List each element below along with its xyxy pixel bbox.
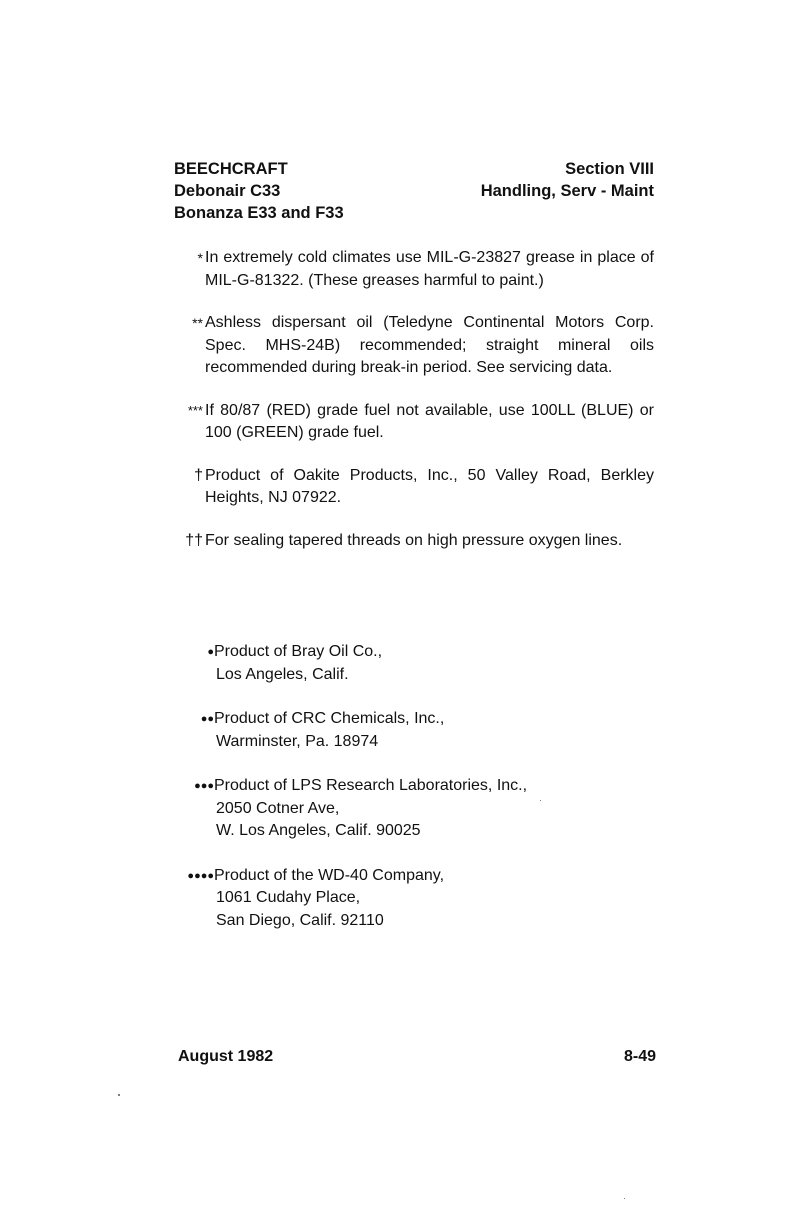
supplier-name: Product of CRC Chemicals, Inc., (214, 710, 445, 727)
footnote-single-asterisk (174, 247, 654, 292)
scan-speck (118, 1094, 120, 1096)
scan-speck (540, 800, 541, 801)
supplier-street: 1061 Cudahy Place, (216, 889, 361, 906)
model-debonair: Debonair C33 (174, 182, 281, 200)
bullet-marker: ●●● (194, 780, 214, 792)
footnote-text: In extremely cold climates use MIL-G-23827 grease in place of MIL-G-81322. (These greases harmful to paint.) (205, 249, 654, 289)
supplier-crc-chemicals (174, 708, 654, 753)
footnote-dagger (174, 465, 654, 510)
supplier-city: San Diego, Calif. 92110 (216, 911, 384, 929)
supplier-name: Product of LPS Research Laboratories, Inc., (214, 777, 528, 794)
footnote-text: Ashless dispersant oil (Teledyne Continental Motors Corp. Spec. MHS-24B) recommended; straight mineral oils recommended during break-in period. See servicing data. (205, 314, 654, 376)
model-bonanza: Bonanza E33 and F33 (174, 204, 344, 222)
manufacturer-name: BEECHCRAFT (174, 160, 288, 178)
supplier-bray-oil (174, 641, 654, 686)
supplier-street: 2050 Cotner Ave, (216, 799, 340, 817)
footnote-symbol: †† (185, 531, 203, 549)
footnote-double-dagger (174, 530, 654, 553)
supplier-lps-research (174, 775, 654, 843)
section-number: Section VIII (565, 160, 654, 178)
bullet-marker: ●● (200, 713, 214, 725)
footnote-double-asterisk (174, 312, 654, 380)
footnote-symbol: *** (187, 402, 203, 418)
footnotes (174, 247, 654, 552)
publication-date: August 1982 (178, 1048, 274, 1065)
footnote-symbol: † (194, 466, 203, 484)
bullet-marker: ●●●● (187, 869, 214, 882)
page-number: 8-49 (623, 1048, 656, 1065)
supplier-name: Product of the WD-40 Company, (214, 866, 445, 884)
supplier-city: W. Los Angeles, Calif. 90025 (216, 822, 421, 839)
aircraft-models (174, 158, 344, 224)
footnote-text: If 80/87 (RED) grade fuel not available, use 100LL (BLUE) or 100 (GREEN) grade fuel. (205, 401, 654, 441)
footnote-symbol: ** (192, 315, 203, 331)
supplier-wd40 (174, 865, 654, 933)
bullet-marker: ● (207, 646, 214, 658)
footnote-triple-asterisk (174, 400, 654, 445)
footnote-symbol: * (197, 250, 203, 266)
section-info (481, 158, 654, 202)
scan-speck (624, 1198, 625, 1199)
section-title: Handling, Serv - Maint (480, 182, 654, 200)
footnote-text: For sealing tapered threads on high pressure oxygen lines. (205, 531, 623, 549)
supplier-name: Product of Bray Oil Co., (214, 643, 383, 660)
supplier-list (174, 641, 654, 932)
supplier-address: Los Angeles, Calif. (216, 665, 349, 683)
supplier-address: Warminster, Pa. 18974 (216, 732, 379, 750)
footnote-text: Product of Oakite Products, Inc., 50 Valley Road, Berkley Heights, NJ 07922. (205, 466, 654, 506)
